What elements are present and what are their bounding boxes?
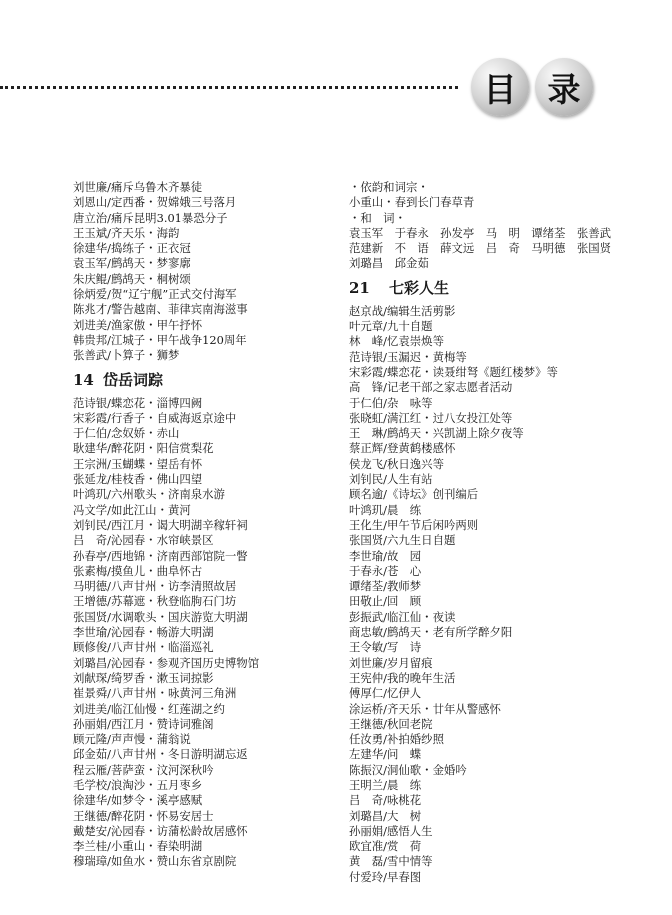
- section-title: 岱岳词踪: [103, 370, 164, 389]
- toc-left-column: [73, 180, 333, 870]
- toc-entry: 刘璐昌 邱金茹: [349, 256, 429, 271]
- toc-entry: 王继德/醉花阴・怀易安居士: [73, 808, 214, 823]
- toc-entry: 吕 奇/沁园春・水帘峡景区: [73, 533, 214, 548]
- toc-entry: 张善武/卜算子・狮梦: [73, 348, 180, 363]
- section-title: 七彩人生: [389, 278, 450, 297]
- toc-entry: 于春永/苍 心: [349, 563, 422, 578]
- toc-entry: 王宪仲/我的晚年生活: [349, 670, 456, 685]
- toc-entry: 张国贤/六九生日自题: [349, 533, 456, 548]
- toc-entry: 刘恩山/定西番・贺嫦娥三号落月: [73, 195, 237, 210]
- toc-entry: 顾名逾/《诗坛》创刊编后: [349, 487, 479, 502]
- toc-entry: 王化生/甲午节后闲吟两则: [349, 517, 479, 532]
- toc-entry: 谭绪荃/教师梦: [349, 579, 422, 594]
- toc-entry: 田敬止/回 顾: [349, 594, 422, 609]
- toc-right-column: [349, 180, 649, 885]
- toc-entry: 刘进美/临江仙慢・红莲湖之约: [73, 701, 225, 716]
- toc-entry: 刘进美/渔家傲・甲午抒怀: [73, 317, 203, 332]
- toc-entry: 徐炳爱/贺“辽宁舰”正式交付海军: [73, 287, 237, 302]
- toc-entry: 商忠敏/鹧鸪天・老有所学醉夕阳: [349, 625, 513, 640]
- toc-entry: 袁玉军/鹧鸪天・梦寥廓: [73, 256, 191, 271]
- toc-entry: 刘璐昌/大 树: [349, 808, 422, 823]
- toc-entry: 宋彩霞/蝶恋花・读聂绀弩《题红楼梦》等: [349, 364, 558, 379]
- toc-entry: ・和 词・: [349, 210, 406, 225]
- toc-entry: 李世瑜/沁园春・畅游大明湖: [73, 625, 214, 640]
- toc-entry: 刘钊民/人生有站: [349, 472, 433, 487]
- toc-entry: 戴楚安/沁园春・访蒲松龄故居感怀: [73, 823, 248, 838]
- toc-entry: 付爱玲/早春图: [349, 869, 422, 884]
- toc-entry: 张素梅/摸鱼儿・曲阜怀古: [73, 563, 203, 578]
- toc-entry: 刘璐昌/沁园春・参观齐国历史博物馆: [73, 655, 260, 670]
- section-heading: [73, 364, 333, 396]
- toc-entry: 韩贵邦/江城子・甲午战争120周年: [73, 332, 247, 347]
- toc-entry: 崔景舜/八声甘州・咏黄河三角洲: [73, 686, 237, 701]
- toc-entry: 涂运桥/齐天乐・廿年从警感怀: [349, 701, 501, 716]
- toc-entry: 侯龙飞/秋日逸兴等: [349, 456, 444, 471]
- toc-entry: 王继德/秋回老院: [349, 716, 433, 731]
- toc-entry: 孙春亭/西地锦・济南西部馆院一瞥: [73, 548, 248, 563]
- toc-entry: 刘世廉/岁月留痕: [349, 655, 433, 670]
- toc-entry: 任汝勇/补拍婚纱照: [349, 732, 444, 747]
- toc-entry: 蔡正辉/登黄鹤楼感怀: [349, 441, 456, 456]
- toc-entry: 叶鸿玑/晨 练: [349, 502, 422, 517]
- toc-entry: 叶元章/九十自题: [349, 319, 433, 334]
- toc-entry: 欧宜准/赏 荷: [349, 839, 422, 854]
- toc-entry: 顾修俊/八声甘州・临淄巡礼: [73, 640, 214, 655]
- toc-entry: 袁玉军 于春永 孙发亭 马 明 谭绪荃 张善武: [349, 225, 611, 240]
- toc-entry: 高 锋/记老干部之家志愿者活动: [349, 380, 513, 395]
- toc-entry: 程云雁/菩萨蛮・汶河深秋吟: [73, 762, 214, 777]
- toc-entry: 陈振汉/洞仙歌・金婚吟: [349, 762, 467, 777]
- toc-entry: 唐立治/痛斥昆明3.01暴恐分子: [73, 210, 228, 225]
- toc-entry: 冯文学/如此江山・黄河: [73, 502, 191, 517]
- toc-entry: 范诗银/玉漏迟・黄梅等: [349, 349, 467, 364]
- page-title: [463, 58, 668, 118]
- toc-entry: 刘献琛/绮罗香・漱玉词掠影: [73, 670, 214, 685]
- toc-entry: 王令敏/写 诗: [349, 640, 422, 655]
- toc-entry: 彭振武/临江仙・夜读: [349, 609, 456, 624]
- toc-entry: 孙丽娟/西江月・赞诗词雅阁: [73, 716, 214, 731]
- toc-entry: 刘世廉/痛斥乌鲁木齐暴徒: [73, 180, 203, 194]
- toc-entry: 小重山・春到长门春草青: [349, 195, 475, 210]
- toc-entry: 李世瑜/故 园: [349, 548, 422, 563]
- toc-entry: 王宗洲/玉蝴蝶・望岳有怀: [73, 456, 203, 471]
- section-number: 21: [349, 278, 370, 297]
- section-heading: [349, 272, 649, 304]
- toc-entry: 耿建华/醉花阴・阳信赏梨花: [73, 441, 214, 456]
- toc-entry: ・依韵和词宗・: [349, 180, 429, 194]
- toc-entry: 毛学校/浪淘沙・五月枣乡: [73, 777, 203, 792]
- title-char-mu: 目: [471, 58, 529, 116]
- title-char-lu: 录: [535, 58, 593, 116]
- toc-entry: 范建新 不 语 薛文远 吕 奇 马明德 张国贤: [349, 241, 611, 256]
- toc-entry: 王增德/苏幕遮・秋登临朐石门坊: [73, 594, 237, 609]
- toc-entry: 李兰桂/小重山・春染明湖: [73, 839, 203, 854]
- toc-entry: 于仁伯/念奴娇・赤山: [73, 426, 180, 441]
- toc-entry: 赵京战/编辑生活剪影: [349, 303, 456, 318]
- toc-entry: 邱金茹/八声甘州・冬日游明湖忘返: [73, 747, 248, 762]
- toc-entry: 范诗银/蝶恋花・淄博四阙: [73, 395, 203, 410]
- section-number: 14: [73, 370, 94, 389]
- toc-entry: 朱庆鲲/鹧鸪天・桐树颂: [73, 271, 191, 286]
- toc-entry: 张国贤/水调歌头・国庆游览大明湖: [73, 609, 248, 624]
- toc-entry: 林 峰/忆袁崇焕等: [349, 334, 444, 349]
- toc-entry: 左建华/问 蝶: [349, 747, 422, 762]
- toc-entry: 张晓虹/满江红・过八女投江处等: [349, 410, 513, 425]
- toc-entry: 宋彩霞/行香子・自威海返京途中: [73, 410, 237, 425]
- toc-entry: 张延龙/桂枝香・佛山四望: [73, 472, 203, 487]
- toc-entry: 徐建华/捣练子・正衣冠: [73, 241, 191, 256]
- toc-entry: 黄 磊/雪中情等: [349, 854, 433, 869]
- toc-entry: 王玉斌/齐天乐・海韵: [73, 225, 180, 240]
- toc-entry: 于仁伯/杂 咏等: [349, 395, 433, 410]
- dotted-rule: [0, 86, 458, 89]
- toc-entry: 顾元隆/声声慢・蒲翁说: [73, 732, 191, 747]
- toc-entry: 陈兆才/警告越南、菲律宾南海滋事: [73, 302, 248, 317]
- toc-entry: 马明德/八声甘州・访李清照故居: [73, 579, 237, 594]
- toc-entry: 徐建华/如梦令・溪亭感赋: [73, 793, 203, 808]
- toc-entry: 孙丽娟/感悟人生: [349, 823, 433, 838]
- toc-entry: 叶鸿玑/六州歌头・济南泉水游: [73, 487, 225, 502]
- toc-entry: 刘钊民/西江月・谒大明湖辛稼轩祠: [73, 517, 248, 532]
- toc-entry: 王明兰/晨 练: [349, 777, 422, 792]
- toc-entry: 王 琳/鹧鸪天・兴凯湖上除夕夜等: [349, 426, 524, 441]
- toc-entry: 吕 奇/咏桃花: [349, 793, 422, 808]
- toc-entry: 傅厚仁/忆伊人: [349, 686, 422, 701]
- toc-entry: 穆瑞璋/如鱼水・赞山东省京剧院: [73, 854, 237, 869]
